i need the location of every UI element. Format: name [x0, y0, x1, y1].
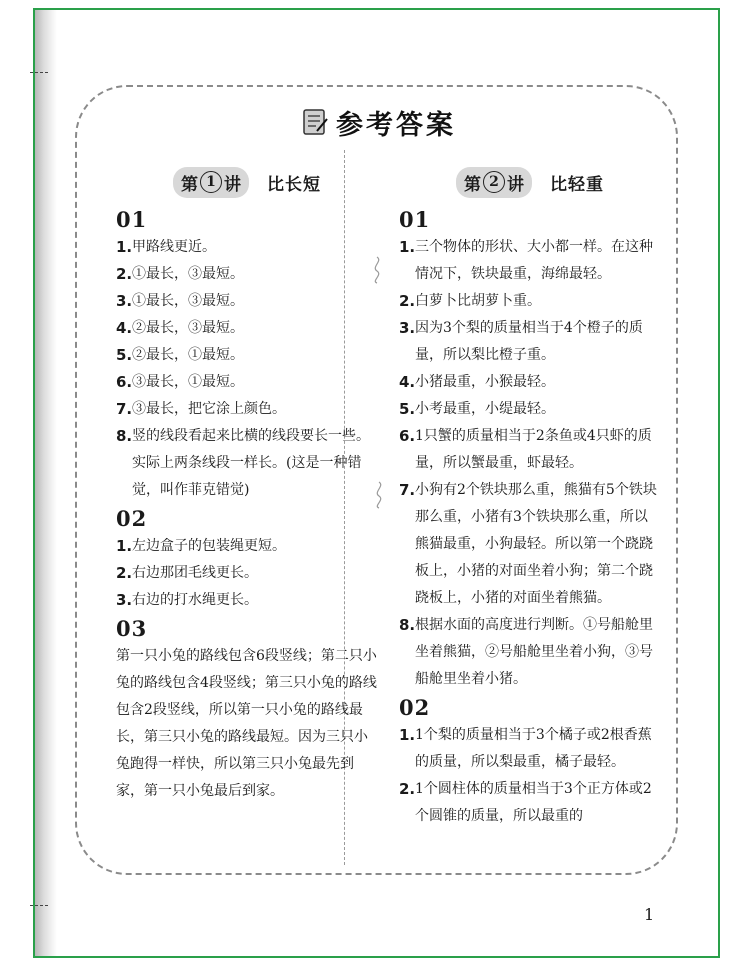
- item-number: 4.: [399, 373, 416, 391]
- item-text: ①最长，③最短。: [132, 293, 244, 309]
- item-text: 因为3个梨的质量相当于4个橙子的质量，所以梨比橙子重。: [415, 320, 643, 363]
- item-number: 5.: [116, 346, 133, 364]
- item-number: 1.: [116, 537, 133, 555]
- lesson-number: 2: [483, 171, 505, 193]
- item-text: ③最长，把它涂上颜色。: [132, 401, 286, 417]
- item-text: ②最长，①最短。: [132, 347, 244, 363]
- answer-item: [399, 423, 661, 477]
- answer-item: [116, 396, 378, 423]
- item-number: 7.: [116, 400, 133, 418]
- item-number: 3.: [116, 591, 133, 609]
- crop-mark: [30, 905, 48, 907]
- item-text: 右边那团毛线更长。: [132, 565, 258, 581]
- page-number: 1: [644, 905, 655, 924]
- lesson-heading: [399, 165, 661, 199]
- item-text: 左边盒子的包装绳更短。: [132, 538, 286, 554]
- lesson-heading: [116, 165, 378, 199]
- item-number: 5.: [399, 400, 416, 418]
- page-title: 参考答案: [336, 109, 456, 141]
- answer-item: [399, 288, 661, 315]
- item-number: 4.: [116, 319, 133, 337]
- lesson-badge: [456, 167, 532, 198]
- answer-item: [399, 612, 661, 693]
- item-text: 右边的打水绳更长。: [132, 592, 258, 608]
- item-number: 8.: [116, 427, 133, 445]
- section-label: 01: [399, 207, 431, 232]
- answer-item: [116, 369, 378, 396]
- left-column: [116, 165, 378, 805]
- item-number: 6.: [399, 427, 416, 445]
- item-number: 1.: [399, 726, 416, 744]
- item-text: 三个物体的形状、大小都一样。在这种情况下，铁块最重，海绵最轻。: [415, 239, 653, 282]
- section-label: 03: [116, 616, 148, 641]
- item-number: 8.: [399, 616, 416, 634]
- answer-item: [399, 722, 661, 776]
- lesson-prefix: 第: [464, 174, 481, 195]
- book-spine-shadow: [35, 10, 57, 956]
- item-text: ③最长，①最短。: [132, 374, 244, 390]
- item-text: 小狗有2个铁块那么重，熊猫有5个铁块那么重，小猪有3个铁块那么重，所以熊猫最重，小狗最轻。所以第一个跷跷板上，小猪的对面坐着小狗；第二个跷跷板上，小猪的对面坐着熊猫。: [415, 482, 657, 606]
- item-text: 1只蟹的质量相当于2条鱼或4只虾的质量，所以蟹最重，虾最轻。: [415, 428, 652, 471]
- lesson-number: 1: [200, 171, 222, 193]
- answer-item: [399, 776, 661, 830]
- answer-item: [116, 261, 378, 288]
- lesson-title: 比长短: [267, 174, 321, 195]
- item-number: 1.: [399, 238, 416, 256]
- item-text: 甲路线更近。: [132, 239, 216, 255]
- item-text: 1个圆柱体的质量相当于3个正方体或2个圆锥的质量，所以最重的: [415, 781, 652, 824]
- answer-item: [399, 396, 661, 423]
- item-number: 2.: [399, 292, 416, 310]
- item-text: 白萝卜比胡萝卜重。: [415, 293, 541, 309]
- lesson-suffix: 讲: [224, 174, 241, 195]
- section-label: 01: [116, 207, 148, 232]
- answer-item: [399, 477, 661, 612]
- item-number: 1.: [116, 238, 133, 256]
- item-text: 小猪最重，小猴最轻。: [415, 374, 555, 390]
- lesson-prefix: 第: [181, 174, 198, 195]
- lesson-title: 比轻重: [550, 174, 604, 195]
- answer-item: [116, 234, 378, 261]
- item-text: ①最长，③最短。: [132, 266, 244, 282]
- item-number: 6.: [116, 373, 133, 391]
- answer-item: [116, 342, 378, 369]
- item-number: 2.: [399, 780, 416, 798]
- item-number: 7.: [399, 481, 416, 499]
- answer-item: [116, 587, 378, 614]
- answer-item: [116, 315, 378, 342]
- answer-item: [399, 234, 661, 288]
- answer-item: [399, 369, 661, 396]
- answer-item: [116, 423, 378, 504]
- lesson-badge: [173, 167, 249, 198]
- answer-item: [116, 288, 378, 315]
- item-number: 3.: [116, 292, 133, 310]
- section-label: 02: [116, 506, 148, 531]
- answer-item: [116, 533, 378, 560]
- lesson-suffix: 讲: [507, 174, 524, 195]
- page-header: [300, 104, 456, 140]
- answer-item: [116, 560, 378, 587]
- section-label: 02: [399, 695, 431, 720]
- item-number: 2.: [116, 564, 133, 582]
- crop-mark: [30, 72, 48, 74]
- answer-paragraph: 第一只小兔的路线包含6段竖线；第二只小兔的路线包含4段竖线；第三只小兔的路线包含2段竖线，所以第一只小兔的路线最长，第三只小兔的路线最短。因为三只小兔跑得一样快，所以第三只小兔最先到家，第一只小兔最后到家。: [116, 648, 377, 799]
- right-column: [399, 165, 661, 830]
- item-number: 2.: [116, 265, 133, 283]
- answer-item: [399, 315, 661, 369]
- item-number: 3.: [399, 319, 416, 337]
- item-text: ②最长，③最短。: [132, 320, 244, 336]
- item-text: 根据水面的高度进行判断。①号船舱里坐着熊猫，②号船舱里坐着小狗，③号船舱里坐着小猪。: [415, 617, 653, 687]
- scroll-icon: [300, 107, 330, 137]
- item-text: 1个梨的质量相当于3个橘子或2根香蕉的质量，所以梨最重，橘子最轻。: [415, 727, 652, 770]
- item-text: 小考最重，小缇最轻。: [415, 401, 555, 417]
- item-text: 竖的线段看起来比横的线段要长一些。实际上两条线段一样长。(这是一种错觉，叫作菲克错觉): [132, 428, 370, 498]
